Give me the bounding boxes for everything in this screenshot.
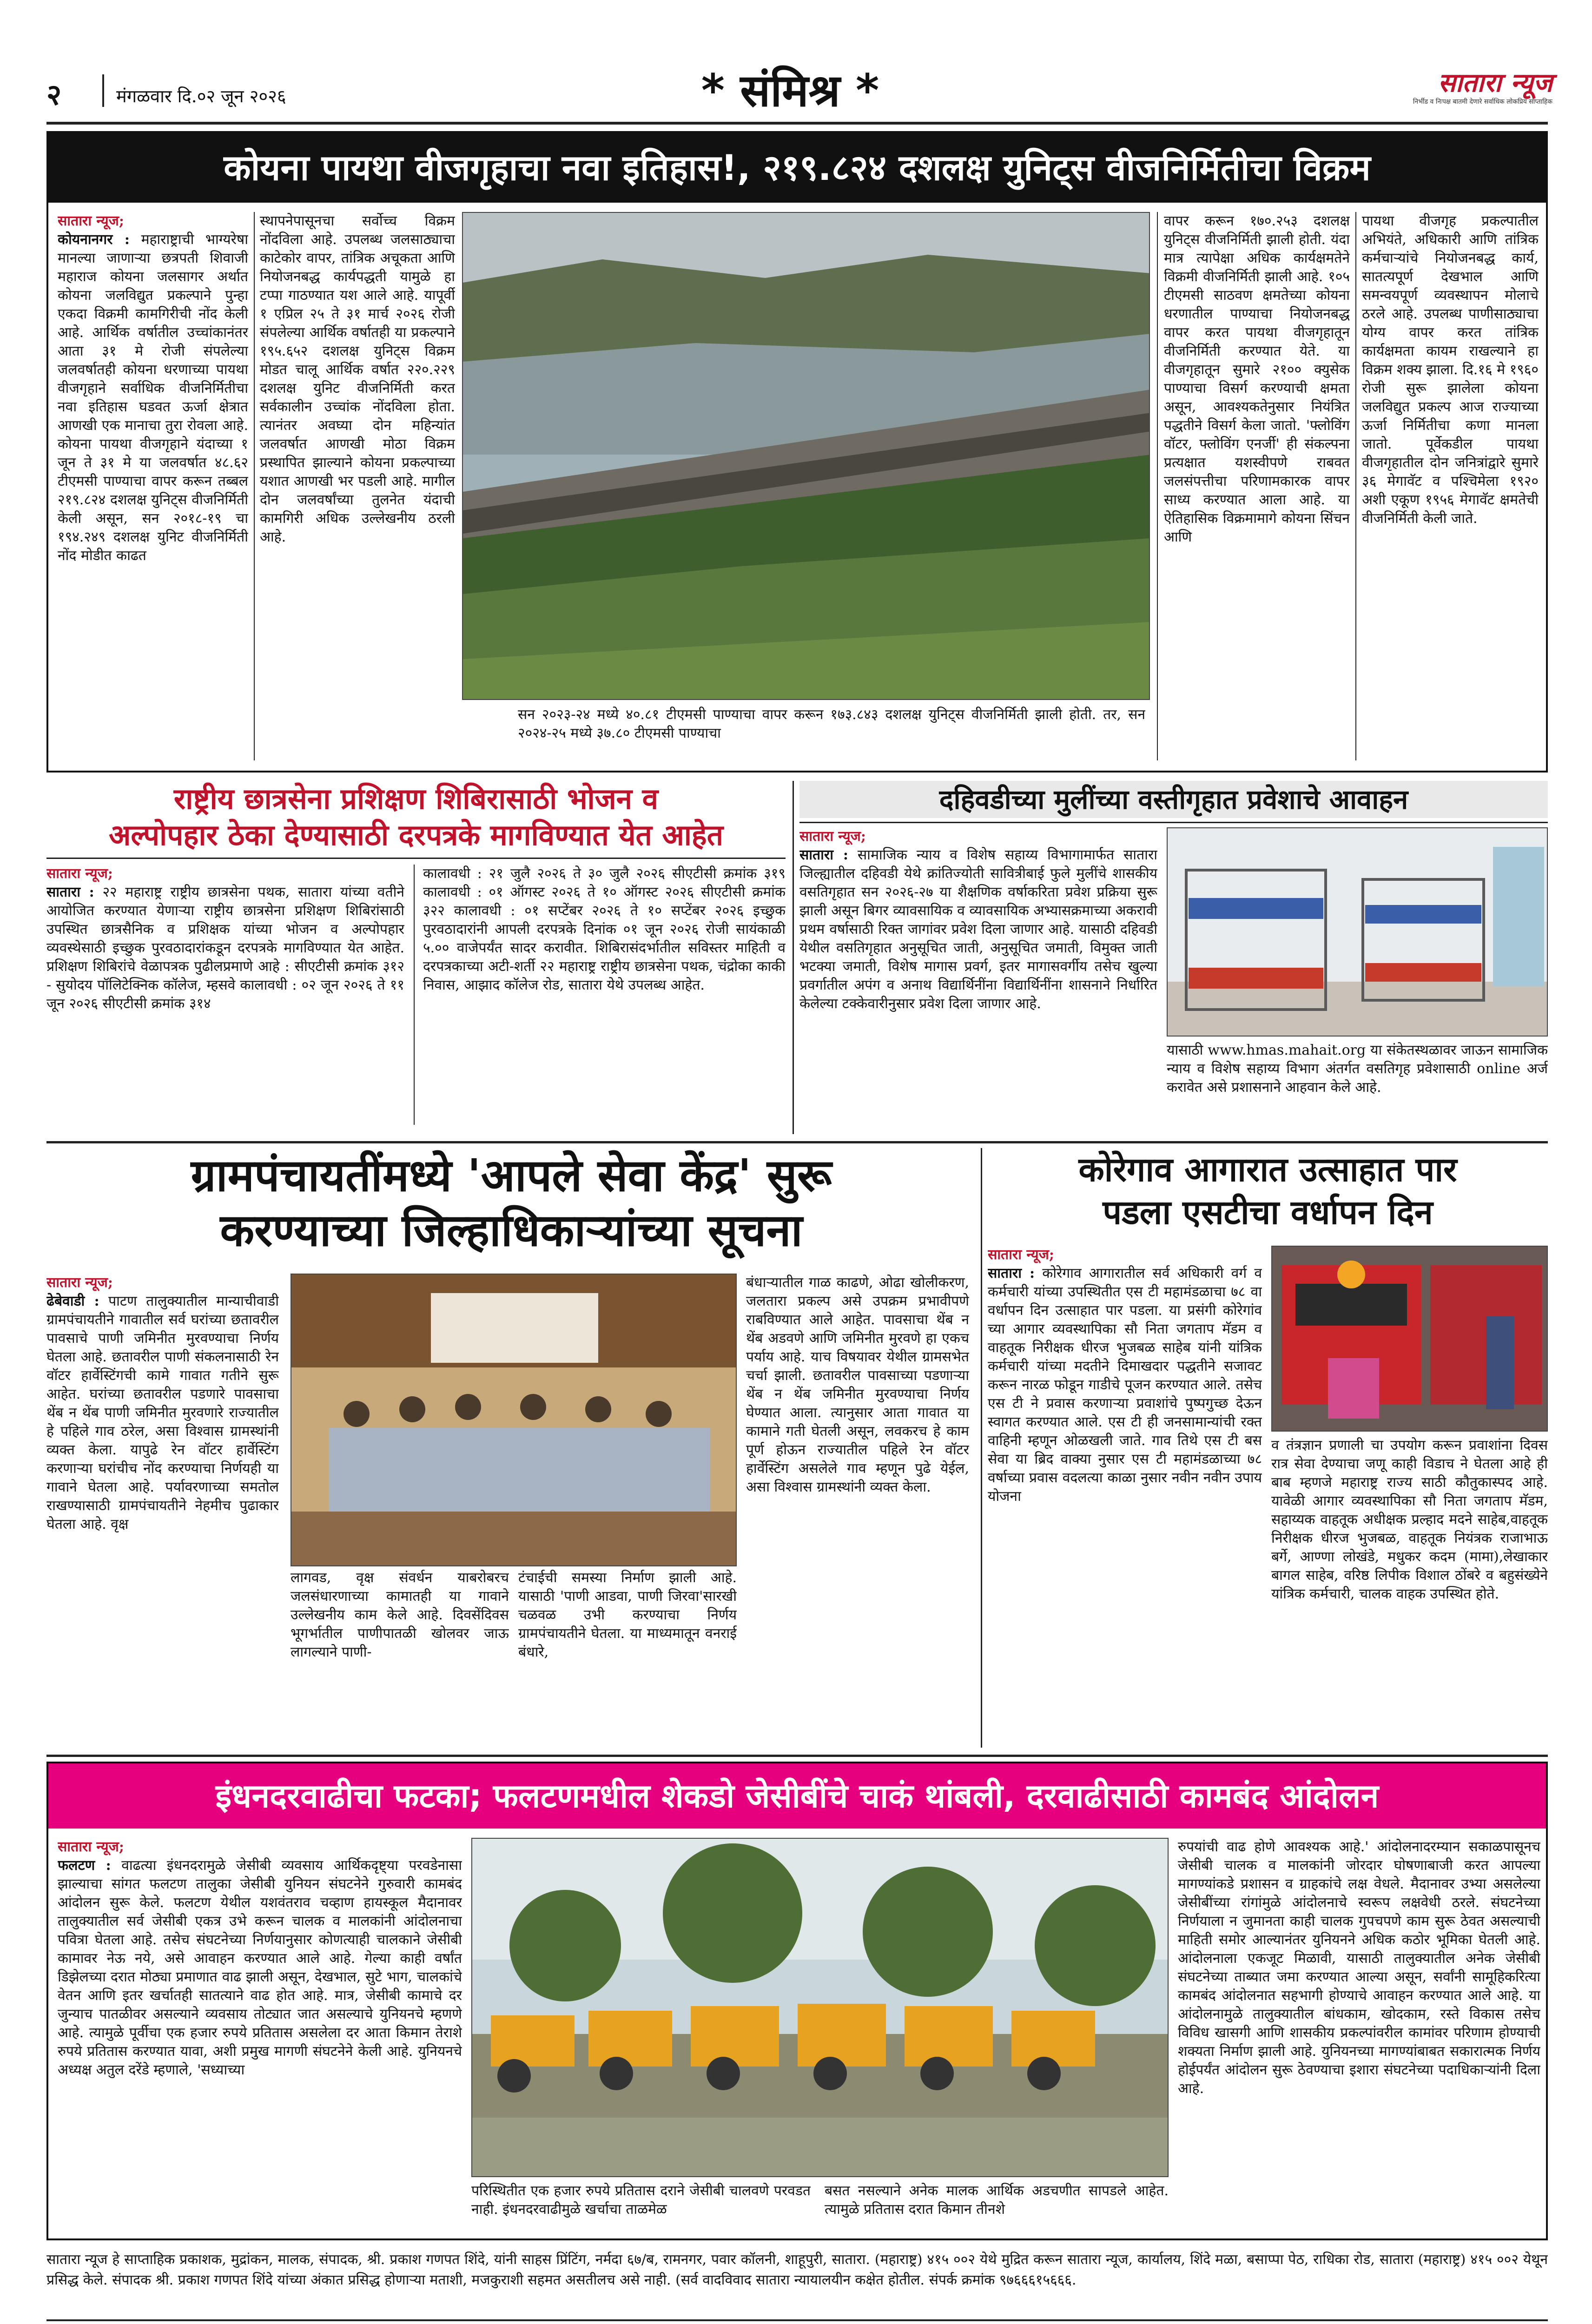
story-st-col1 — [988, 1246, 1262, 1748]
story-koyna-col1-text: महाराष्ट्राची भाग्यरेषा मानल्या जाणाऱ्या छत्रपती शिवाजी महाराज कोयना जलसागर अर्थात कोयना जलविद्युत प्रकल्पाने पुन्हा एकदा विक्रमी कामगिरीची नोंद केली आहे. आर्थिक वर्षातील उच्चांकानंतर आता ३१ मे रोजी संपलेल्या जलवर्षातही कोयना धरणाच्या पायथा वीजगृहाने सर्वाधिक वीजनिर्मितीचा नवा इतिहास घडवत ऊर्जा क्षेत्रात आणखी एक मानाचा तुरा रोवला आहे. कोयना पायथा वीजगृहाने यंदाच्या १ जून ते ३१ मे या जलवर्षात ४८.६२ टीएमसी पाण्याचा वापर करून तब्बल २१९.८२४ दशलक्ष युनिट्स वीजनिर्मिती केली असून, सन २०१८-१९ चा १९४.२४९ दशलक्ष युनिट वीजनिर्मिती नोंद मोडीत काढत — [58, 231, 248, 564]
story-st-col2: व तंत्रज्ञान प्रणाली चा उपयोग करून प्रवाशांना दिवस रात्र सेवा देण्याचा जणू काही विडाच ने घेतला आहे ही बाब म्हणजे महाराष्ट्र राज्य साठी कौतुकास्पद आहे. यावेळी आगार व्यवस्थापिका सौ निता जगताप मॅडम, सहाय्यक वाहतूक अधीक्षक प्रल्हाद मदने साहेब,वाहतूक निरीक्षक धीरज भुजबळ, वाहतूक नियंत्रक राजाभाऊ बर्गे, आण्णा लोखंडे, मधुकर कदम (मामा),लेखाकार बागल साहेब, वरिष्ठ लिपीक विशाल ठोंबरे व बहुसंख्येने यांत्रिक कर्मचारी, चालक वाहक उपस्थित होते. — [1271, 1437, 1548, 1602]
dateline: फलटण : — [58, 1857, 111, 1874]
dateline: सातारा : — [988, 1265, 1035, 1281]
story-seva-col1 — [46, 1274, 279, 1748]
story-jcb-strike — [46, 1762, 1548, 2240]
story-hostel-col2: यासाठी www.hmas.mahait.org या संकेतस्थळावर जाऊन सामाजिक न्याय व विशेष सहाय्य विभाग अंतर्गत वसतिगृह प्रवेशासाठी online अर्ज करावेत असे प्रशासनाने आहवान केले आहे. — [1167, 1042, 1548, 1096]
story-hostel-col1 — [799, 827, 1157, 1129]
story-seva-col1-text: पाटण तालुक्यातील मान्याचीवाडी ग्रामपंचायतीने गावातील सर्व घरांच्या छतावरील पावसाचे पाणी जमिनीत मुरवण्याचा निर्णय घेतला आहे. छतावरील पाणी संकलनासाठी रेन वॉटर हार्वेस्टिंगची कामे गावात गतीने सुरू आहेत. घरांच्या छतावरील पडणारे पावसाचा थेंब न थेंब पाणी जमिनीत मुरवणारे राज्यातील हे पहिले गाव ठरेल, असा विश्वास ग्रामस्थांनी व्यक्त केला. यापुढे रेन वॉटर हार्वेस्टिंग करणाऱ्या घरांचीच नोंद करण्याचा निर्णयही या गावाने घेतला आहे. पर्यावरणाच्या समतोल राखण्यासाठी ग्रामपंचायतीने नेहमीच पुढाकार घेतला आहे. वृक्ष — [46, 1293, 279, 1532]
story-ncc-col1 — [46, 865, 404, 1129]
masthead-logo — [1334, 69, 1552, 111]
story-st-headline-1: कोरेगाव आगारात उत्साहात पार — [1078, 1150, 1457, 1189]
story-ncc-headline-2: अल्पोपहार ठेका देण्यासाठी दरपत्रके मागविण्यात येत आहेत — [108, 818, 724, 852]
meeting-photo — [291, 1274, 737, 1566]
source-label: सातारा न्यूज; — [46, 1274, 113, 1291]
jcb-image — [472, 1839, 1169, 2177]
story-hostel-headline: दहिवडीच्या मुलींच्या वस्तीगृहात प्रवेशाचे आवाहन — [799, 781, 1548, 818]
page-header — [46, 65, 1552, 117]
dateline: कोयनानगर : — [58, 231, 130, 248]
story-seva-col3: बंधाऱ्यातील गाळ काढणे, ओढा खोलीकरण, जलतारा प्रकल्प असे उपक्रम प्रभावीपणे राबविण्यात आले आहेत. पावसाचा थेंब न थेंब अडवणे आणि जमिनीत मुरवणे हा एकच पर्याय आहे. याच विषयावर येथील ग्रामसभेत चर्चा झाली. छतावरील पावसाच्या पडणाऱ्या थेंब न थेंब जमिनीत मुरवण्याचा निर्णय घेण्यात आला. त्यानुसार आता गावात या कामाने गती घेतली असून, लवकरच हे काम पूर्ण होऊन राज्यातील पहिले रेन वॉटर हार्वेस्टिंग असलेले गाव म्हणून पुढे येईल, असा विश्वास ग्रामस्थांनी व्यक्त केला. — [746, 1274, 969, 1495]
koyna-dam-photo — [462, 212, 1150, 700]
st-bus-photo — [1271, 1246, 1548, 1432]
source-label: सातारा न्यूज; — [46, 865, 113, 882]
footer-imprint-marathi: सातारा न्यूज हे साप्ताहिक प्रकाशक, मुद्रांकन, मालक, संपादक, श्री. प्रकाश गणपत शिंदे, यांनी साहस प्रिंटिंग, नर्मदा ६७/ब, रामनगर, पवार कॉलनी, शाहूपुरी, सातारा. (महाराष्ट्र) ४१५ ००२ येथे मुद्रित करून सातारा न्यूज, कार्यालय, शिंदे मळा, बसाप्पा पेठ, राधिका रोड, सातारा (महाराष्ट्र) ४१५ ००२ येथून प्रसिद्ध केले. संपादक श्री. प्रकाश गणपत शिंदे यांच्या अंकात प्रसिद्ध होणाऱ्या मताशी, मजकुराशी सहमत असतीलच असे नाही. (सर्व वादविवाद सातारा न्यायालयीन कक्षेत होतील. संपर्क क्रमांक ९७६६६१५६६६. — [46, 2251, 1548, 2288]
logo-tagline: निर्भीड व निःपक्ष बातमी देणारे सर्वाधिक लोकप्रिय साप्ताहिक — [1413, 98, 1552, 106]
story-hostel — [799, 781, 1548, 1134]
source-label: सातारा न्यूज; — [799, 828, 866, 845]
story-st-headline-2: पडला एसटीचा वर्धापन दिन — [1103, 1193, 1433, 1232]
hostel-beds-photo — [1167, 827, 1548, 1037]
dateline: सातारा : — [799, 847, 848, 863]
story-st-anniversary — [988, 1148, 1548, 1748]
logo-text: सातारा न्यूज — [1438, 68, 1552, 98]
story-jcb-col1 — [58, 1838, 462, 2233]
story-jcb-col3: रुपयांची वाढ होणे आवश्यक आहे.' आंदोलनादरम्यान सकाळपासूनच जेसीबी चालक व मालकांनी जोरदार घोषणाबाजी करत आपल्या मागण्यांकडे प्रशासन व ग्राहकांचे लक्ष वेधले. मैदानावर उभ्या असलेल्या जेसीबींच्या रांगांमुळे आंदोलनाचे स्वरूप लक्षवेधी ठरले. संघटनेच्या निर्णयाला न जुमानता काही चालक गुपचपणे काम सुरू ठेवत असल्याची माहिती समोर आल्यानंतर युनियनने अधिक कठोर भूमिका घेतली आहे. आंदोलनाला एकजूट मिळावी, यासाठी तालुक्यातील अनेक जेसीबी संघटनेच्या ताब्यात जमा करण्यात आल्या असून, सर्वांनी सामूहिकरित्या कामबंद आंदोलनात सहभागी होण्याचे आवाहन करण्यात आले आहे. या आंदोलनामुळे तालुक्यातील बांधकाम, खोदकाम, रस्ते विकास तसेच विविध खासगी आणि शासकीय प्रकल्पांवरील कामांवर परिणाम होण्याची शक्यता निर्माण झाली आहे. युनियनच्या मागण्यांबाबत सकारात्मक निर्णय होईपर्यंत आंदोलन सुरू ठेवण्याचा इशारा संघटनेच्या पदाधिकाऱ्यांनी दिला आहे. — [1178, 1839, 1540, 2097]
meeting-caption-2: टंचाईची समस्या निर्माण झाली आहे. यासाठी 'पाणी आडवा, पाणी जिरवा'सारखी चळवळ उभी करण्याचा निर्णय ग्रामपंचायतीने घेतला. या माध्यमातून वनराई बंधारे, — [518, 1570, 737, 1660]
story-seva-kendra — [46, 1148, 976, 1748]
story-hostel-col1-text: सामाजिक न्याय व विशेष सहाय्य विभागामार्फत सातारा जिल्ह्यातील दहिवडी येथे क्रांतिज्योती सावित्रीबाई फुले मुलींचे शासकीय वसतिगृहात सन २०२६-२७ या शैक्षणिक वर्षाकरिता प्रवेश प्रक्रिया सुरू झाली असून बिगर व्यावसायिक व व्यावसायिक अभ्यासक्रमाच्या अकरावी प्रथम वर्षासाठी रिक्त जागांवर प्रवेश दिला जाणार आहे. यासाठी दहिवडी येथील वसतिगृहात अनुसूचित जाती, अनुसूचित जमाती, विमुक्त जाती भटक्या जमाती, विशेष मागास प्रवर्ग, इतर मागासवर्गीय तसेच खुल्या प्रवर्गातील अपंग व अनाथ विद्यार्थिनींना विद्यार्थिनींना शासनाने निर्धारित केलेल्या टक्केवारीनुसार प्रवेश दिला जाणार आहे. — [799, 847, 1157, 1012]
story-jcb-headline: इंधनदरवाढीचा फटका; फलटणमधील शेकडो जेसीबींचे चाकं थांबली, दरवाढीसाठी कामबंद आंदोलन — [48, 1763, 1546, 1829]
story-seva-headline-1: ग्रामपंचायतींमध्ये 'आपले सेवा केंद्र' सुरू — [191, 1149, 832, 1202]
jcb-row-photo — [471, 1838, 1169, 2177]
story-ncc-headline-1: राष्ट्रीय छात्रसेना प्रशिक्षण शिबिरासाठी भोजन व — [173, 782, 659, 816]
story-koyna-headline: कोयना पायथा वीजगृहाचा नवा इतिहास!, २१९.८२४ दशलक्ष युनिट्स वीजनिर्मितीचा विक्रम — [48, 133, 1546, 203]
story-ncc-col1-text: २२ महाराष्ट्र राष्ट्रीय छात्रसेना पथक, सातारा यांच्या वतीने आयोजित करण्यात येणाऱ्या राष्ट्रीय छात्रसेना प्रशिक्षण शिबिरांसाठी उपस्थित छात्रसैनिक व प्रशिक्षक यांच्या भोजन व अल्पोपहार व्यवस्थेसाठी इच्छुक पुरवठादारांकडून दरपत्रके मागविण्यात येत आहेत. प्रशिक्षण शिबिरांचे वेळापत्रक पुढीलप्रमाणे आहे : सीएटीसी क्रमांक ३१२ - सुयोदय पॉलिटेक्निक कॉलेज, म्हसवे कालावधी : ०२ जून २०२६ ते ११ जून २०२६ सीएटीसी क्रमांक ३१४ — [46, 884, 404, 1012]
source-label: सातारा न्यूज; — [988, 1247, 1054, 1263]
story-jcb-col1-text: वाढत्या इंधनदरामुळे जेसीबी व्यवसाय आर्थिकदृष्ट्या परवडेनासा झाल्याचा सांगत फलटण तालुका जेसीबी युनियन संघटनेने गुरुवारी कामबंद आंदोलन सुरू केले. फलटण येथील यशवंतराव चव्हाण हायस्कूल मैदानावर तालुक्यातील सर्व जेसीबी एकत्र उभे करून चालक व मालकांनी आंदोलनाचा पवित्रा घेतला आहे. तसेच संघटनेच्या निर्णयानुसार कोणत्याही चालकाने जेसीबी कामावर नेऊ नये, असे आवाहन करण्यात आले आहे. गेल्या काही वर्षांत डिझेलच्या दरात मोठ्या प्रमाणात वाढ झाली असून, देखभाल, सुटे भाग, चालकांचे वेतन आणि इतर खर्चातही सातत्याने वाढ होत आहे. मात्र, जेसीबी कामाचे दर जुन्याच पातळीवर असल्याने व्यवसाय तोट्यात जात असल्याचे युनियनचे म्हणणे आहे. त्यामुळे पूर्वीचा एक हजार रुपये प्रतितास असलेला दर आता किमान तेराशे रुपये प्रतितास करण्यात यावा, अशी प्रमुख मागणी संघटनेने केली आहे. युनियनचे अध्यक्ष अतुल दरेंडे म्हणाले, 'सध्याच्या — [58, 1857, 462, 2078]
story-koyna-col4: वापर करून १७०.२५३ दशलक्ष युनिट्स वीजनिर्मिती झाली होती. यंदा मात्र त्यापेक्षा अधिक कार्यक्षमतेने विक्रमी वीजनिर्मिती झाली आहे. १०५ टीएमसी साठवण क्षमतेच्या कोयना धरणातील पाण्याचा नियोजनबद्ध वापर करत पायथा वीजगृहातून वीजनिर्मिती करण्यात येते. या वीजगृहातून सुमारे २१०० क्युसेक पाण्याचा विसर्ग करण्याची क्षमता असून, आवश्यकतेनुसार नियंत्रित पद्धतीने विसर्ग केला जातो. 'फ्लोविंग वॉटर, फ्लोविंग एनर्जी' ही संकल्पना प्रत्यक्षात यशस्वीपणे राबवत जलसंपत्तीचा परिणामकारक वापर साध्य करण्यात आला आहे. या ऐतिहासिक विक्रमामागे कोयना सिंचन आणि — [1164, 213, 1350, 545]
story-koyna-col1 — [58, 212, 248, 760]
story-koyna-col2: स्थापनेपासूनचा सर्वोच्च विक्रम नोंदविला आहे. उपलब्ध जलसाठ्याचा काटेकोर वापर, तांत्रिक अचूकता आणि नियोजनबद्ध कार्यपद्धती यामुळे हा टप्पा गाठण्यात यश आले आहे. यापूर्वी १ एप्रिल २५ ते ३१ मार्च २०२६ रोजी संपलेल्या आर्थिक वर्षातही या प्रकल्पाने १९५.६५२ दशलक्ष युनिट्स विक्रम मोडत चालू आर्थिक वर्षात २२०.२२९ दशलक्ष युनिट वीजनिर्मिती करत सर्वकालीन उच्चांक नोंदविला होता. त्यानंतर अवघ्या दोन महिन्यांत जलवर्षात आणखी मोठा विक्रम प्रस्थापित झाल्याने कोयना प्रकल्पाच्या यशात आणखी भर पडली आहे. मागील दोन जलवर्षांच्या तुलनेत यंदाची कामगिरी अधिक उल्लेखनीय ठरली आहे. — [260, 213, 455, 545]
koyna-photo-caption: सन २०२३-२४ मध्ये ४०.८१ टीएमसी पाण्याचा वापर करून १७३.८४३ दशलक्ष युनिट्स वीजनिर्मिती झाली होती. तर, सन २०२४-२५ मध्ये ३७.८० टीएमसी पाण्याचा — [518, 706, 1145, 741]
source-label: सातारा न्यूज; — [58, 213, 124, 229]
page-number: २ — [46, 78, 62, 112]
jcb-caption-1: परिस्थितीत एक हजार रुपये प्रतितास दराने जेसीबी चालवणे परवडत नाही. इंधनदरवाढीमुळे खर्चाचा ताळमेळ — [471, 2183, 811, 2218]
story-st-col1-text: कोरेगाव आगारातील सर्व अधिकारी वर्ग व कर्मचारी यांच्या उपस्थितीत एस टी महामंडळाचा ७८ वा वर्धापन दिन उत्साहात पार पडला. या प्रसंगी कोरेगांव च्या आगार व्यवस्थापिका सौ निता जगताप मॅडम व वाहतूक निरीक्षक धीरज भुजबळ साहेब यांनी यांत्रिक कर्मचारी यांच्या मदतीने दिमाखदार पद्धतीने सजावट करून नारळ फोडून गाडीचे पूजन करण्यात आले. तसेच एस टी ने प्रवास करणाऱ्या प्रवाशांचे पुष्पगुच्छ देऊन स्वागत करण्यात आले. एस टी ही जनसामान्यांची रक्त वाहिनी म्हणून ओळखली जाते. गाव तिथे एस टी बस सेवा या ब्रिद वाक्या नुसार एस टी महामंडळाच्या ७८ वर्षाच्या प्रवास वदलत्या काळा नुसार नवीन नवीन उपाय योजना — [988, 1265, 1262, 1505]
story-koyna-col5: पायथा वीजगृह प्रकल्पातील अभियंते, अधिकारी आणि तांत्रिक कर्मचाऱ्यांचे नियोजनबद्ध कार्य, सातत्यपूर्ण देखभाल आणि समन्वयपूर्ण व्यवस्थापन मोलाचे ठरले आहे. उपलब्ध पाणीसाठ्याचा योग्य वापर करत तांत्रिक कार्यक्षमता कायम राखल्याने हा विक्रम शक्य झाला. दि.१६ मे १९६० रोजी सुरू झालेला कोयना जलविद्युत प्रकल्प आज राज्याच्या ऊर्जा निर्मितीचा कणा मानला जातो. पूर्वेकडील पायथा वीजगृहातील दोन जनित्रांद्वारे सुमारे ३६ मेगावॅट व पश्चिमेला १९२० अशी एकूण १९५६ मेगावॅट क्षमतेची वीजनिर्मिती केली जाते. — [1362, 213, 1539, 527]
source-label: सातारा न्यूज; — [58, 1839, 124, 1855]
dateline: ढेबेवाडी : — [46, 1293, 99, 1309]
story-ncc-col2: कालावधी : २१ जुलै २०२६ ते ३० जुलै २०२६ सीएटीसी क्रमांक ३१९ कालावधी : ०१ ऑगस्ट २०२६ ते १० ऑगस्ट २०२६ सीएटीसी क्रमांक ३२२ कालावधी : ०१ सप्टेंबर २०२६ ते १० सप्टेंबर २०२६ इच्छुक पुरवठादारांनी आपली दरपत्रके दिनांक ०१ जून २०२६ रोजी सायंकाळी ५.०० वाजेपर्यंत सादर करावीत. शिबिरासंदर्भातील सविस्तर माहिती व दरपत्रकाच्या अटी-शर्ती २२ महाराष्ट्र राष्ट्रीय छात्रसेना पथक, चंद्रोका काकी निवास, आझाद कॉलेज रोड, सातारा येथे उपलब्ध आहेत. — [423, 865, 786, 993]
koyna-dam-image — [463, 213, 1150, 700]
story-koyna — [46, 131, 1548, 772]
issue-date: मंगळवार दि.०२ जून २०२६ — [116, 86, 286, 106]
hostel-image — [1168, 828, 1548, 1037]
dateline: सातारा : — [46, 884, 94, 900]
header-rule — [46, 122, 1548, 125]
st-bus-image — [1272, 1247, 1548, 1432]
section-title: * संमिश्र * — [701, 65, 879, 117]
story-ncc — [46, 781, 786, 1134]
meeting-image — [291, 1274, 737, 1566]
meeting-caption-1: लागवड, वृक्ष संवर्धन याबरोबरच जलसंधारणाच्या कामातही या गावाने उल्लेखनीय काम केले आहे. दिवसेंदिवस भूगर्भातील पाणीपातळी खोलवर जाऊ लागल्याने पाणी- — [291, 1570, 509, 1660]
story-seva-headline-2: करण्याच्या जिल्हाधिकाऱ्यांच्या सूचना — [220, 1204, 803, 1256]
jcb-caption-2: बसत नसल्याने अनेक मालक आर्थिक अडचणीत सापडले आहेत. त्यामुळे प्रतितास दरात किमान तीनशे — [825, 2183, 1169, 2218]
